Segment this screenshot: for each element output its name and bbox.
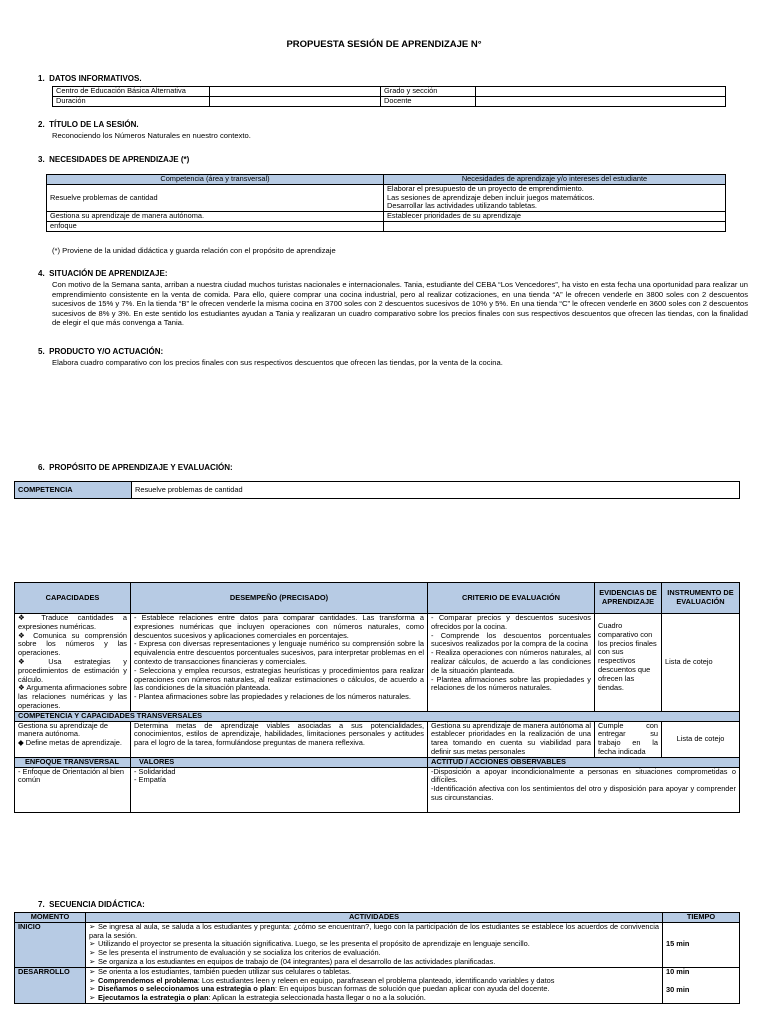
transversal-heading: COMPETENCIA Y CAPACIDADES TRANSVERSALES [15, 711, 740, 721]
valor-item: - Solidaridad [134, 766, 176, 776]
valores-cell [131, 767, 428, 812]
situation-text: Con motivo de la Semana santa, arriban a nuestra ciudad muchos turistas nacionales e internacionales. Tania, estudiante del CEBA “Los Vencedores”, ha visto en esta fecha una oportunidad para realizar un emprendimiento consistente en la venta de comida. Para ello, quiere comprar una cocina industrial, pero al realizar cotizaciones, en una tienda “A” le ofrecen venderle en 3800 soles con 2 descuentos sucesivos de 15% y 7%. En la tienda “B” le ofrecen venderle la misma cocina en 3700 soles con 2 descuentos sucesivos de 10% y 5%. En una tienda “C” le ofrecen venderle en 3600 soles con 2 descuentos sucesivos de 8% y 3%. En este sentido los estudiantes ayudan a Tania y realizaran un cuadro comparativo sobre los precios finales con sus respectivos descuentos que ofrecen las tiendas, con la finalidad de elegir el que más convenga a Tania. [52, 280, 748, 328]
momento-desarrollo: DESARROLLO [15, 967, 86, 1003]
time-value: 10 min [666, 966, 690, 976]
arrow-bullet-icon: ➢ [89, 984, 96, 994]
arrow-bullet-icon: ➢ [89, 939, 96, 949]
secuencia-table [14, 912, 740, 1004]
necesidades-note: (*) Proviene de la unidad didáctica y guarda relación con el propósito de aprendizaje [52, 246, 336, 255]
secuencia-header: ACTIVIDADES [86, 913, 663, 923]
time-value: 30 min [666, 984, 690, 994]
activity-item: ➢ Diseñamos o seleccionamos una estrategia o plan: En equipos buscan formas de solución que puedan aplicar con ayuda del docente. [89, 984, 550, 994]
transversal-instrumento: Lista de cotejo [662, 721, 740, 757]
eval-header: INSTRUMENTO DE EVALUACIÓN [662, 583, 740, 614]
arrow-bullet-icon: ➢ [89, 975, 96, 985]
criterio-item: - Comprende los descuentos porcentuales sucesivos realizados por la compra de la cocina [431, 630, 591, 649]
activity-item: ➢ Se orienta a los estudiantes, también pueden utilizar sus celulares o tabletas. [89, 966, 352, 976]
necesidades-competencia: Resuelve problemas de cantidad [47, 184, 384, 211]
eval-header: EVIDENCIAS DE APRENDIZAJE [595, 583, 662, 614]
arrow-bullet-icon: ➢ [89, 993, 96, 1003]
section-7-heading: 7. SECUENCIA DIDÁCTICA: [38, 900, 145, 909]
arrow-bullet-icon: ➢ [89, 966, 96, 976]
transversal-desempeno: Determina metas de aprendizaje viables asociadas a sus potencialidades, conocimientos, estilos de aprendizaje, habilidades, limitaciones personales y actitudes para el logro de la tarea, formulándose preguntas de manera reflexiva. [131, 721, 428, 757]
section-4-heading: 4. SITUACIÓN DE APRENDIZAJE: [38, 269, 168, 278]
evaluation-table [14, 582, 740, 813]
actitudes-cell [428, 767, 740, 812]
datos-value [476, 87, 726, 97]
inicio-time: 15 min [663, 922, 740, 967]
arrow-bullet-icon: ➢ [89, 956, 96, 966]
datos-label: Centro de Educación Básica Alternativa [53, 87, 210, 97]
competencia-table [14, 481, 740, 499]
section-2-heading: 2. TÍTULO DE LA SESIÓN. [38, 120, 139, 129]
transversal-criterio: Gestiona su aprendizaje de manera autónoma al establecer prioridades en la realización de una tarea tomando en cuenta su viabilidad para definir sus metas personales [428, 721, 595, 757]
datos-informativos-table [52, 86, 726, 107]
eval-header: ENFOQUE TRANSVERSAL [15, 757, 131, 767]
capacidades-cell [15, 614, 131, 712]
desempeno-item: - Selecciona y emplea recursos, estrategias heurísticas y procedimientos para realizar operaciones con números naturales, al realizar estimaciones o cálculos, de acuerdo a las condiciones de la situación planteada. [134, 665, 424, 693]
necesidad-item: Desarrollar las actividades utilizando tabletas. [387, 201, 537, 211]
transversal-competencia: Gestiona su aprendizaje de manera autónoma. [18, 720, 108, 739]
capacidad-item: ❖ Argumenta afirmaciones sobre las relaciones numéricas y las operaciones. [18, 683, 127, 710]
capacidad-item: ❖ Comunica su comprensión sobre los números y las operaciones. [18, 630, 127, 658]
enfoque-cell: - Enfoque de Orientación al bien común [15, 767, 131, 812]
necesidades-col-header: Necesidades de aprendizaje y/o intereses del estudiante [384, 175, 726, 185]
section-5-heading: 5. PRODUCTO Y/O ACTUACIÓN: [38, 347, 164, 356]
necesidad-item: Elaborar el presupuesto de un proyecto de emprendimiento. [387, 183, 584, 193]
activity-item: ➢ Ejecutamos la estrategia o plan: Aplican la estrategia seleccionada hasta llegar o no a la solución. [89, 993, 426, 1003]
necesidades-list [384, 184, 726, 211]
section-1-heading: 1. DATOS INFORMATIVOS. [38, 74, 142, 83]
necesidades-competencia: enfoque [47, 221, 384, 231]
diamond-bullet-icon: ◆ [18, 738, 26, 748]
competencia-label: COMPETENCIA [15, 482, 132, 499]
transversal-evidencia: Cumple con entregar su trabajo en la fecha indicada [595, 721, 662, 757]
section-6-heading: 6. PROPÓSITO DE APRENDIZAJE Y EVALUACIÓN: [38, 463, 233, 472]
datos-value [210, 96, 381, 106]
desempeno-item: - Establece relaciones entre datos para comparar cantidades. Las transforma a expresiones numéricas que incluyen operaciones con números naturales, como descuentos sucesivos y aplicaciones comerciales en porcentajes. [134, 613, 424, 640]
desempeno-item: - Expresa con diversas representaciones y lenguaje numérico su comprensión sobre la equivalencia entre descuentos porcentuales sucesivos, para interpretar problemas en el contexto de transacciones financieras y comerciales. [134, 639, 424, 666]
datos-label: Duración [53, 96, 210, 106]
necesidad-item: Las sesiones de aprendizaje deben incluir juegos matemáticos. [387, 192, 595, 202]
necesidades-table [46, 174, 726, 232]
competencia-value: Resuelve problemas de cantidad [132, 482, 740, 499]
eval-header: CRITERIO DE EVALUACIÓN [428, 583, 595, 614]
diamond-bullet-icon: ❖ [18, 613, 42, 622]
evidencia-cell: Cuadro comparativo con los precios finales con sus respectivos descuentos que ofrecen las tiendas. [595, 614, 662, 712]
eval-header: CAPACIDADES [15, 583, 131, 614]
secuencia-header: MOMENTO [15, 913, 86, 923]
actitud-item: -Identificación afectiva con los sentimientos del otro y disposición para apoyar y comprender sus circunstancias. [431, 784, 736, 802]
desarrollo-time [663, 967, 740, 1003]
activity-item: ➢ Se organiza a los estudiantes en equipos de trabajo de (04 integrantes) para el desarrollo de las actividades planificadas. [89, 956, 496, 966]
valor-item: - Empatía [134, 775, 167, 785]
criterio-cell [428, 614, 595, 712]
inicio-activities [86, 922, 663, 967]
diamond-bullet-icon: ❖ [18, 683, 27, 693]
diamond-bullet-icon: ❖ [18, 630, 34, 640]
activity-item: ➢ Se ingresa al aula, se saluda a los estudiantes y pregunta: ¿cómo se encuentran?, luego con la participación de los estudiantes se establece los acuerdos de convivencia para la sesión. [89, 921, 659, 940]
datos-value [210, 87, 381, 97]
necesidad-item [384, 221, 726, 231]
criterio-item: - Realiza operaciones con números naturales, al realizar cálculos, de acuerdo a las condiciones de la situación planteada. [431, 648, 592, 675]
instrumento-cell: Lista de cotejo [662, 614, 740, 712]
datos-value [476, 96, 726, 106]
arrow-bullet-icon: ➢ [89, 921, 96, 931]
eval-header: DESEMPEÑO (PRECISADO) [131, 583, 428, 614]
eval-header: VALORES [131, 757, 428, 767]
secuencia-header: TIEMPO [663, 913, 740, 923]
capacidad-item: ◆ Define metas de aprendizaje. [18, 738, 122, 748]
datos-label: Docente [381, 96, 476, 106]
activity-item: ➢ Utilizando el proyector se presenta la situación significativa. Luego, se les presenta el propósito de aprendizaje en lenguaje sencillo. [89, 939, 530, 949]
desempeno-cell [131, 614, 428, 712]
necesidades-competencia: Gestiona su aprendizaje de manera autónoma. [47, 212, 384, 222]
datos-label: Grado y sección [381, 87, 476, 97]
actitud-item: -Disposición a apoyar incondicionalmente a personas en situaciones comprometidas o difíciles. [431, 766, 736, 785]
necesidades-col-header: Competencia (área y transversal) [47, 175, 384, 185]
activity-item: ➢ Se les presenta el instrumento de evaluación y se socializa los criterios de evaluación. [89, 948, 381, 958]
desempeno-item: - Plantea afirmaciones sobre las propiedades y relaciones de los números naturales. [134, 692, 411, 702]
momento-inicio: INICIO [15, 922, 86, 967]
capacidad-item: ❖ Usa estrategias y procedimientos de estimación y cálculo. [18, 656, 127, 684]
activity-item: ➢ Comprendemos el problema: Los estudiantes leen y releen en equipo, parafrasean el problema planteado, identificando variables y datos [89, 975, 555, 985]
session-title-text: Reconociendo los Números Naturales en nuestro contexto. [52, 131, 251, 140]
diamond-bullet-icon: ❖ [18, 656, 49, 666]
criterio-item: - Plantea afirmaciones sobre las propiedades y relaciones de los números naturales. [431, 674, 592, 693]
desarrollo-activities [86, 967, 663, 1003]
necesidad-item: Establecer prioridades de su aprendizaje [384, 212, 726, 222]
eval-header: ACTITUD / ACCIONES OBSERVABLES [428, 757, 740, 767]
arrow-bullet-icon: ➢ [89, 948, 96, 958]
product-text: Elabora cuadro comparativo con los precios finales con sus respectivos descuentos que ofrecen las tiendas, por la venta de la cocina. [52, 358, 503, 367]
section-3-heading: 3. NECESIDADES DE APRENDIZAJE (*) [38, 155, 190, 164]
criterio-item: - Comparar precios y descuentos sucesivos ofrecidos por la cocina. [431, 613, 591, 631]
capacidad-item: ❖ Traduce cantidades a expresiones numéricas. [18, 613, 127, 631]
transversal-capacidad-cell [15, 721, 131, 757]
page-title: PROPUESTA SESIÓN DE APRENDIZAJE N° [286, 39, 482, 50]
